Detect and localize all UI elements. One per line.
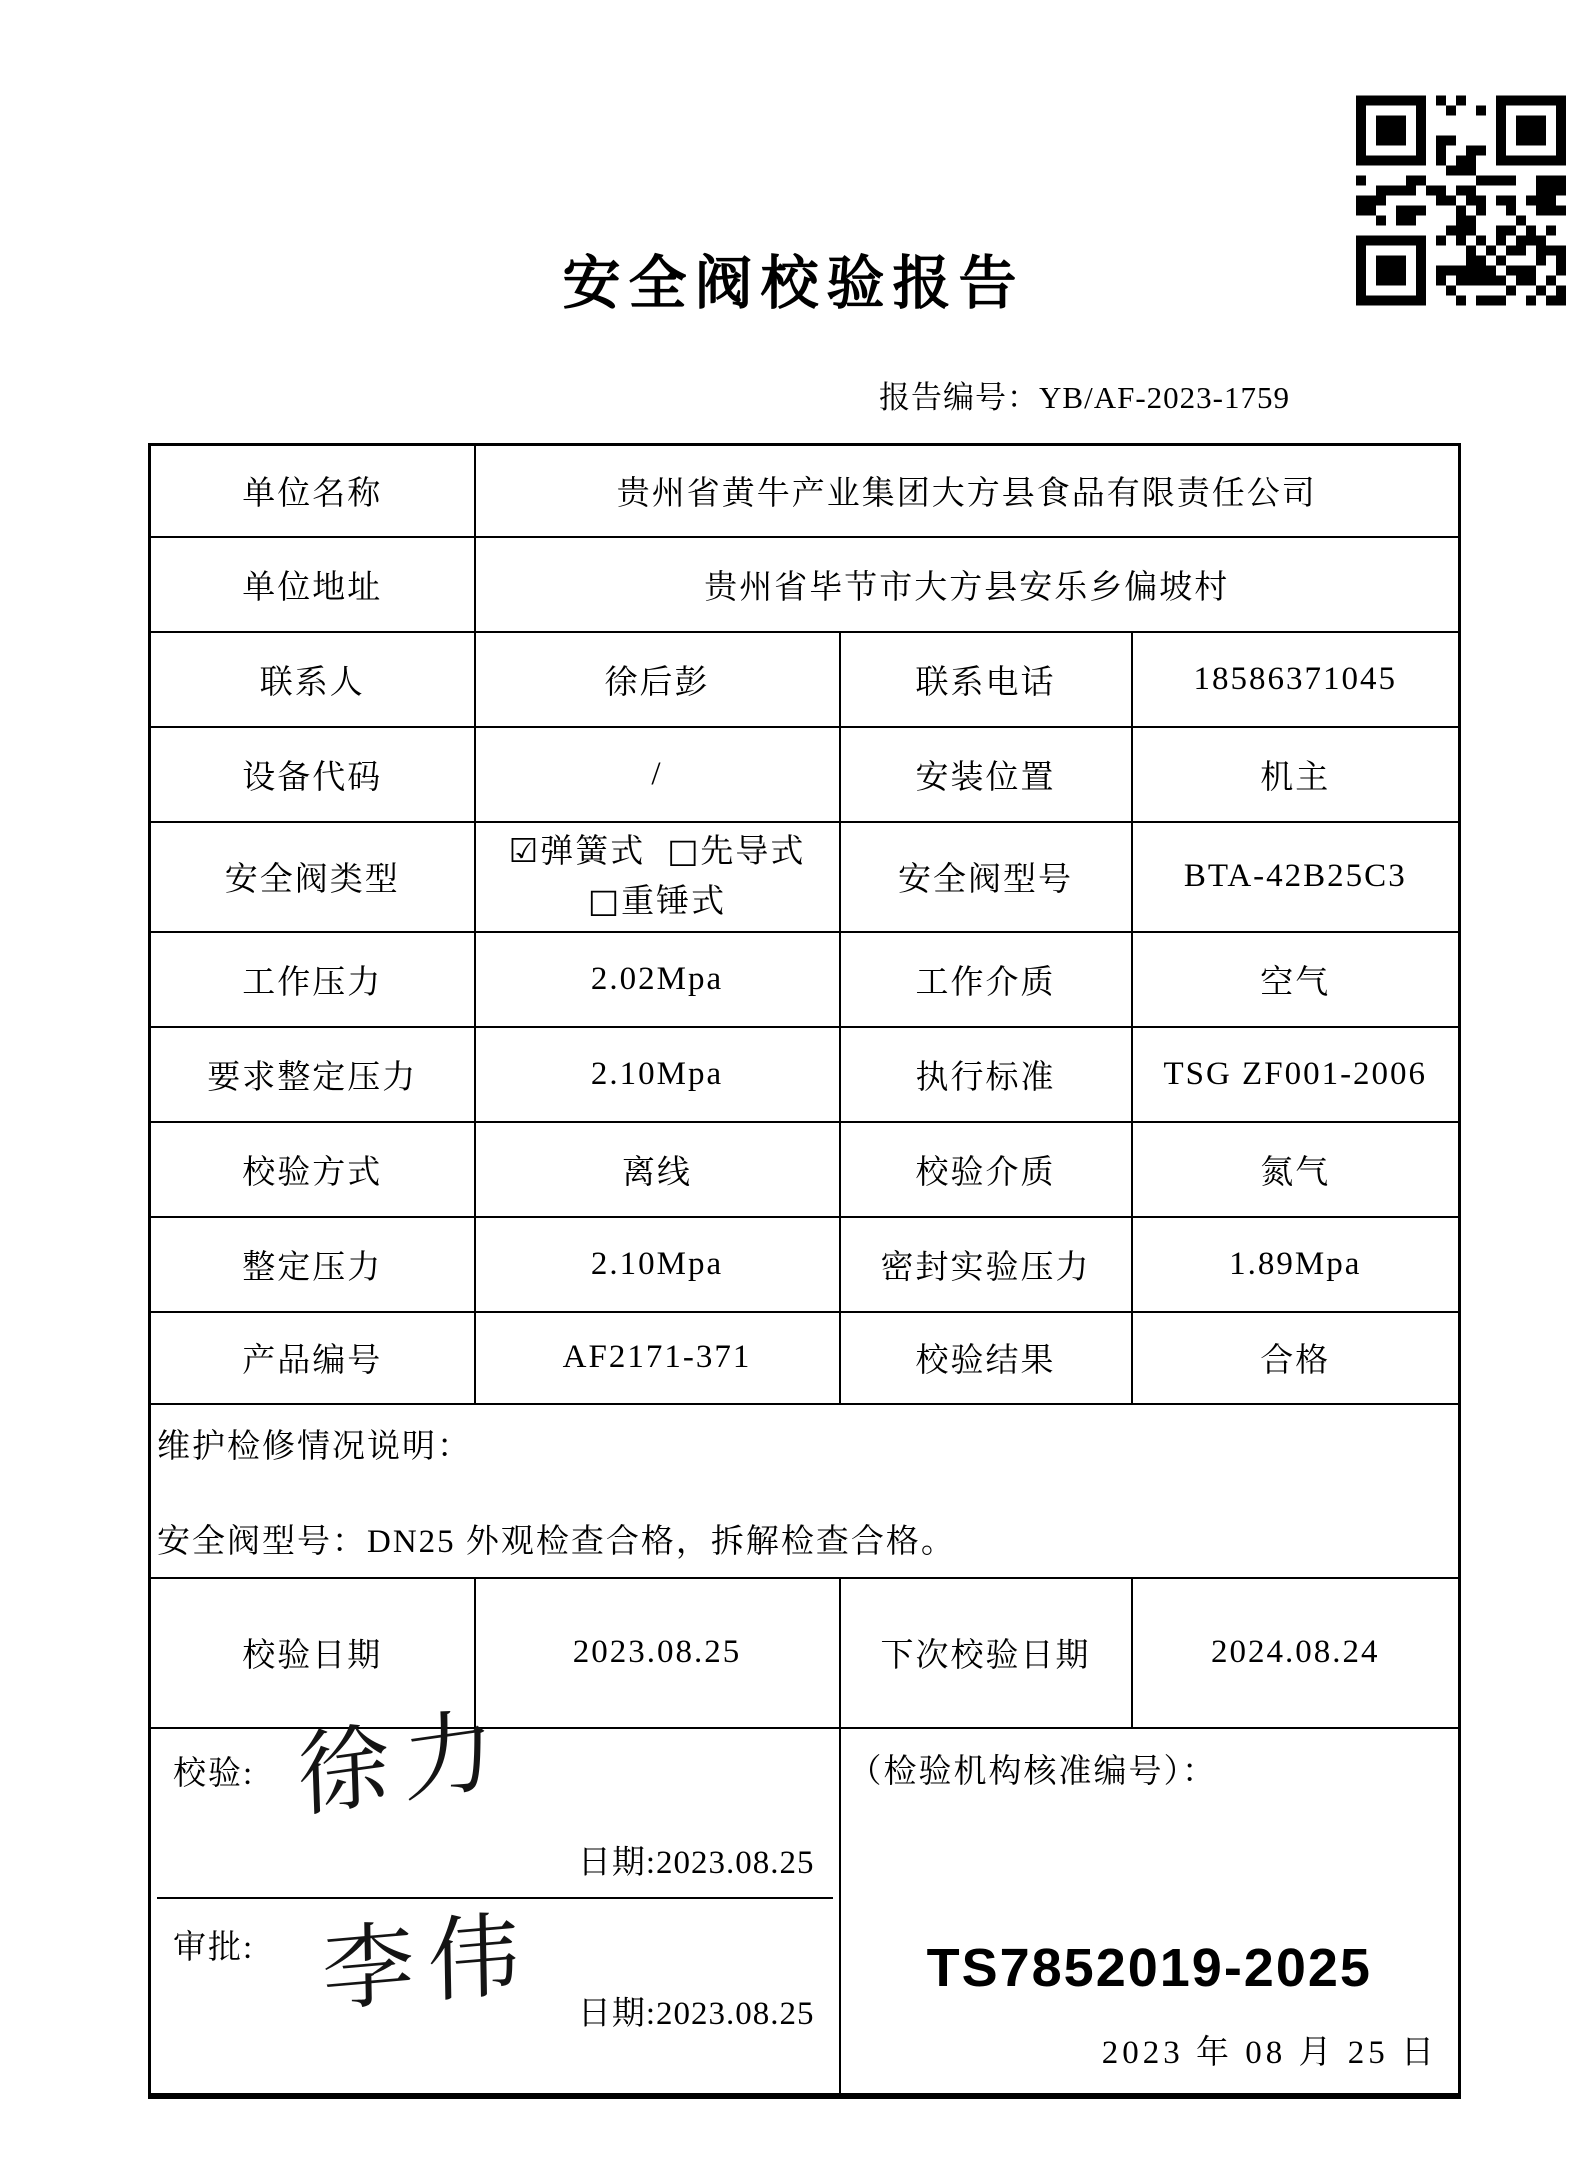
table-row <box>150 727 1460 822</box>
maintenance-title: 维护检修情况说明： <box>157 1428 472 1465</box>
report-table <box>148 443 1461 2099</box>
work-pressure-value: 2.02Mpa <box>475 932 840 1027</box>
table-row <box>150 537 1460 632</box>
table-row <box>150 1312 1460 1404</box>
calibration-medium-value: 氮气 <box>1132 1122 1460 1217</box>
maintenance-detail: 安全阀型号：DN25 外观检查合格，拆解检查合格。 <box>157 1523 956 1560</box>
seal-test-pressure-label: 密封实验压力 <box>840 1217 1132 1312</box>
approver-date: 日期:2023.08.25 <box>577 1995 815 2032</box>
table-row <box>150 445 1460 537</box>
standard-value: TSG ZF001-2006 <box>1132 1027 1460 1122</box>
product-no-value: AF2171-371 <box>475 1312 840 1404</box>
report-number <box>0 372 1290 417</box>
table-row <box>150 1122 1460 1217</box>
standard-label: 执行标准 <box>840 1027 1132 1122</box>
table-row <box>150 932 1460 1027</box>
calibrator-signature: 徐力 <box>296 1696 510 1829</box>
unit-address-label: 单位地址 <box>150 537 475 632</box>
table-row <box>150 632 1460 727</box>
unit-address-value: 贵州省毕节市大方县安乐乡偏坡村 <box>475 537 1460 632</box>
approver-label: 审批: <box>173 1929 255 1966</box>
report-number-label: 报告编号： <box>879 380 1040 415</box>
device-code-value: / <box>475 727 840 822</box>
signoff-left-cell <box>150 1696 840 2096</box>
work-medium-label: 工作介质 <box>840 932 1132 1027</box>
required-set-pressure-label: 要求整定压力 <box>150 1027 475 1122</box>
contact-value: 徐后彭 <box>475 632 840 727</box>
unit-name-value: 贵州省黄牛产业集团大方县食品有限责任公司 <box>475 445 1460 537</box>
contact-label: 联系人 <box>150 632 475 727</box>
valve-type-label: 安全阀类型 <box>150 822 475 932</box>
calibrator-label: 校验: <box>173 1755 255 1792</box>
device-code-label: 设备代码 <box>150 727 475 822</box>
valve-model-value: BTA-42B25C3 <box>1132 822 1460 932</box>
calibration-method-value: 离线 <box>475 1122 840 1217</box>
calibration-date-label: 校验日期 <box>150 1578 475 1728</box>
phone-value: 18586371045 <box>1132 632 1460 727</box>
checkbox-pilot-unchecked: □先导式 <box>667 830 806 870</box>
valve-model-label: 安全阀型号 <box>840 822 1132 932</box>
table-row <box>150 1404 1460 1578</box>
calibration-method-label: 校验方式 <box>150 1122 475 1217</box>
phone-label: 联系电话 <box>840 632 1132 727</box>
required-set-pressure-value: 2.10Mpa <box>475 1027 840 1122</box>
table-row <box>150 1217 1460 1312</box>
unit-name-label: 单位名称 <box>150 445 475 537</box>
valve-type-options <box>475 822 840 932</box>
next-calibration-date-value: 2024.08.24 <box>1132 1578 1460 1728</box>
page-title: 安全阀校验报告 <box>562 251 1025 316</box>
calibration-date-value: 2023.08.25 <box>475 1578 840 1728</box>
product-no-label: 产品编号 <box>150 1312 475 1404</box>
org-approval-code: TS7852019-2025 <box>926 1937 1372 1998</box>
table-row <box>150 1728 1460 2096</box>
table-row <box>150 1578 1460 1728</box>
calibration-result-value: 合格 <box>1132 1312 1460 1404</box>
table-row <box>150 1027 1460 1122</box>
org-approval-cell <box>840 1728 1460 2096</box>
work-medium-value: 空气 <box>1132 932 1460 1027</box>
approver-sign-box <box>157 1899 833 2089</box>
report-number-value: YB/AF-2023-1759 <box>1039 380 1290 415</box>
install-position-label: 安装位置 <box>840 727 1132 822</box>
calibration-medium-label: 校验介质 <box>840 1122 1132 1217</box>
calibrator-sign-box <box>157 1696 833 1899</box>
maintenance-cell <box>150 1404 1460 1578</box>
work-pressure-label: 工作压力 <box>150 932 475 1027</box>
set-pressure-value: 2.10Mpa <box>475 1217 840 1312</box>
issue-date: 2023 年 08 月 25 日 <box>1101 2034 1439 2071</box>
calibrator-date: 日期:2023.08.25 <box>577 1844 815 1881</box>
org-approval-label: （检验机构核准编号）： <box>848 1753 1217 1790</box>
install-position-value: 机主 <box>1132 727 1460 822</box>
next-calibration-date-label: 下次校验日期 <box>840 1578 1132 1728</box>
checkbox-weight-unchecked: □重锤式 <box>587 880 727 920</box>
approver-signature: 李伟 <box>321 1902 535 2023</box>
checkbox-spring-checked: ☑弹簧式 <box>508 830 646 870</box>
table-row <box>150 822 1460 932</box>
calibration-result-label: 校验结果 <box>840 1312 1132 1404</box>
seal-test-pressure-value: 1.89Mpa <box>1132 1217 1460 1312</box>
set-pressure-label: 整定压力 <box>150 1217 475 1312</box>
